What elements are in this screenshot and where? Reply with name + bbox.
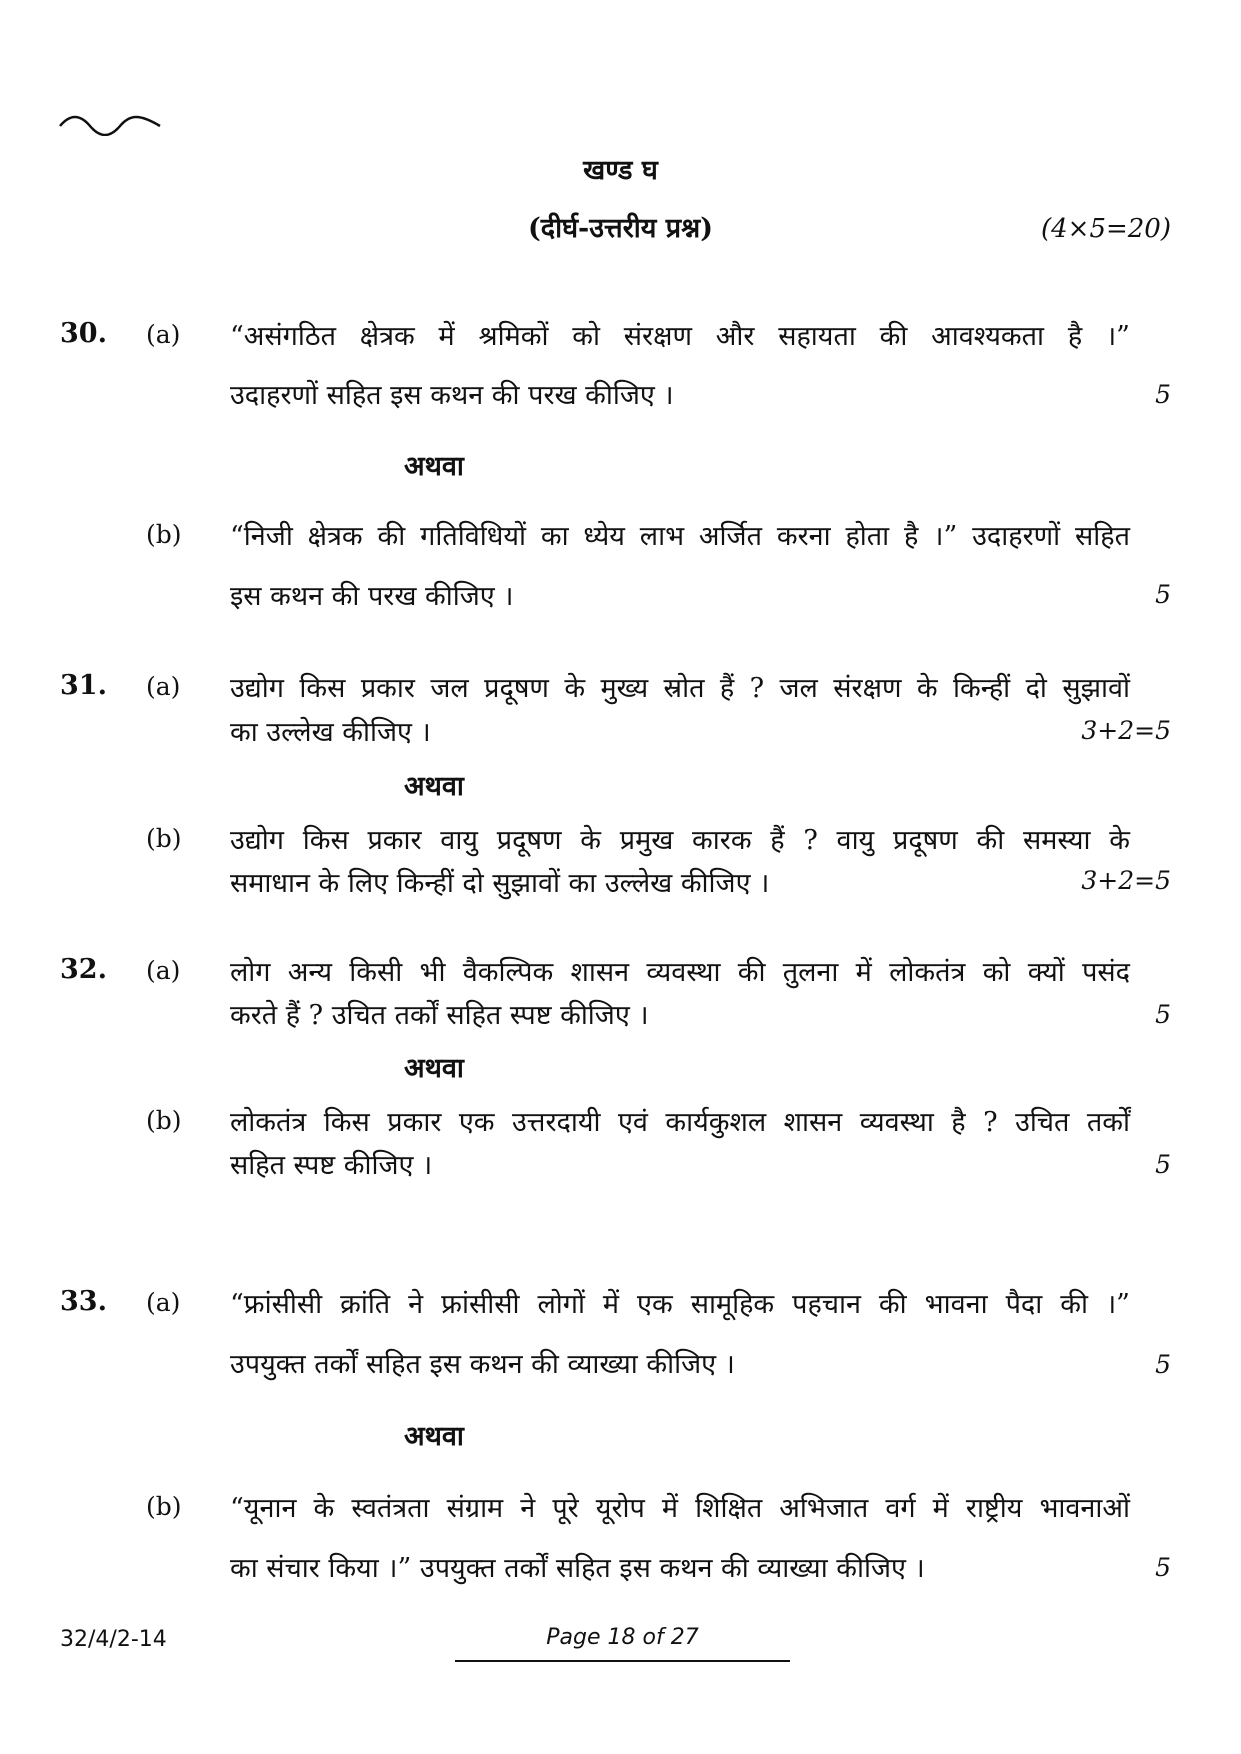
question-marks: 5 [1155,1553,1171,1582]
part-label: (a) [146,956,181,985]
part-label: (a) [146,320,181,349]
question-text-line: उदाहरणों सहित इस कथन की परख कीजिए । [230,380,674,411]
question-text-line: समाधान के लिए किन्हीं दो सुझावों का उल्लेख कीजिए । [230,868,770,899]
page-number: Page 18 of 27 [546,1625,699,1650]
question-text-line: “यूनान के स्वतंत्रता संग्राम ने पूरे यूरोप में शिक्षित अभिजात वर्ग में राष्ट्रीय भावनाओं [230,1493,1130,1524]
or-label: अथवा [404,1053,464,1084]
question-text-line: उद्योग किस प्रकार जल प्रदूषण के मुख्य स्रोत हैं ? जल संरक्षण के किन्हीं दो सुझावों [230,673,1130,704]
section-total-marks: (4×5=20) [1040,214,1171,244]
question-text-line: करते हैं ? उचित तर्कों सहित स्पष्ट कीजिए । [230,1000,649,1031]
question-number: 32. [60,954,107,985]
question-text-line: “फ्रांसीसी क्रांति ने फ्रांसीसी लोगों में एक सामूहिक पहचान की भावना पैदा की ।” [230,1289,1130,1320]
question-marks: 3+2=5 [1081,716,1171,745]
question-text-line: “असंगठित क्षेत्रक में श्रमिकों को संरक्षण और सहायता की आवश्यकता है ।” [230,321,1130,352]
part-label: (b) [146,1106,182,1135]
question-text-line: का उल्लेख कीजिए । [230,717,431,748]
part-label: (b) [146,824,182,853]
paper-code: 32/4/2-14 [60,1627,167,1652]
question-text-line: का संचार किया ।” उपयुक्त तर्कों सहित इस कथन की व्याख्या कीजिए । [230,1553,925,1584]
question-marks: 5 [1155,1000,1171,1029]
question-marks: 5 [1155,1350,1171,1379]
or-label: अथवा [404,451,464,482]
question-marks: 5 [1155,380,1171,409]
question-text-line: उद्योग किस प्रकार वायु प्रदूषण के प्रमुख कारक हैं ? वायु प्रदूषण की समस्या के [230,825,1130,856]
question-text-line: लोकतंत्र किस प्रकार एक उत्तरदायी एवं कार्यकुशल शासन व्यवस्था है ? उचित तर्कों [230,1107,1130,1138]
question-text-line: इस कथन की परख कीजिए । [230,581,514,612]
or-label: अथवा [404,771,464,802]
part-label: (b) [146,1492,182,1521]
or-label: अथवा [404,1421,464,1452]
question-text-line: सहित स्पष्ट कीजिए । [230,1150,433,1181]
question-text-line: उपयुक्त तर्कों सहित इस कथन की व्याख्या कीजिए । [230,1349,735,1380]
section-title: खण्ड घ [583,155,658,186]
question-number: 33. [60,1286,107,1317]
question-number: 30. [60,318,107,349]
wave-mark-icon [58,110,162,136]
question-marks: 5 [1155,580,1171,609]
question-text-line: लोग अन्य किसी भी वैकल्पिक शासन व्यवस्था की तुलना में लोकतंत्र को क्यों पसंद [230,957,1130,988]
part-label: (a) [146,672,181,701]
part-label: (b) [146,520,182,549]
part-label: (a) [146,1288,181,1317]
question-text-line: “निजी क्षेत्रक की गतिविधियों का ध्येय लाभ अर्जित करना होता है ।” उदाहरणों सहित [230,521,1130,552]
question-marks: 3+2=5 [1081,866,1171,895]
footer-rule [455,1660,790,1662]
section-subtitle: (दीर्घ-उत्तरीय प्रश्न) [527,213,714,244]
question-marks: 5 [1155,1150,1171,1179]
question-number: 31. [60,670,107,701]
